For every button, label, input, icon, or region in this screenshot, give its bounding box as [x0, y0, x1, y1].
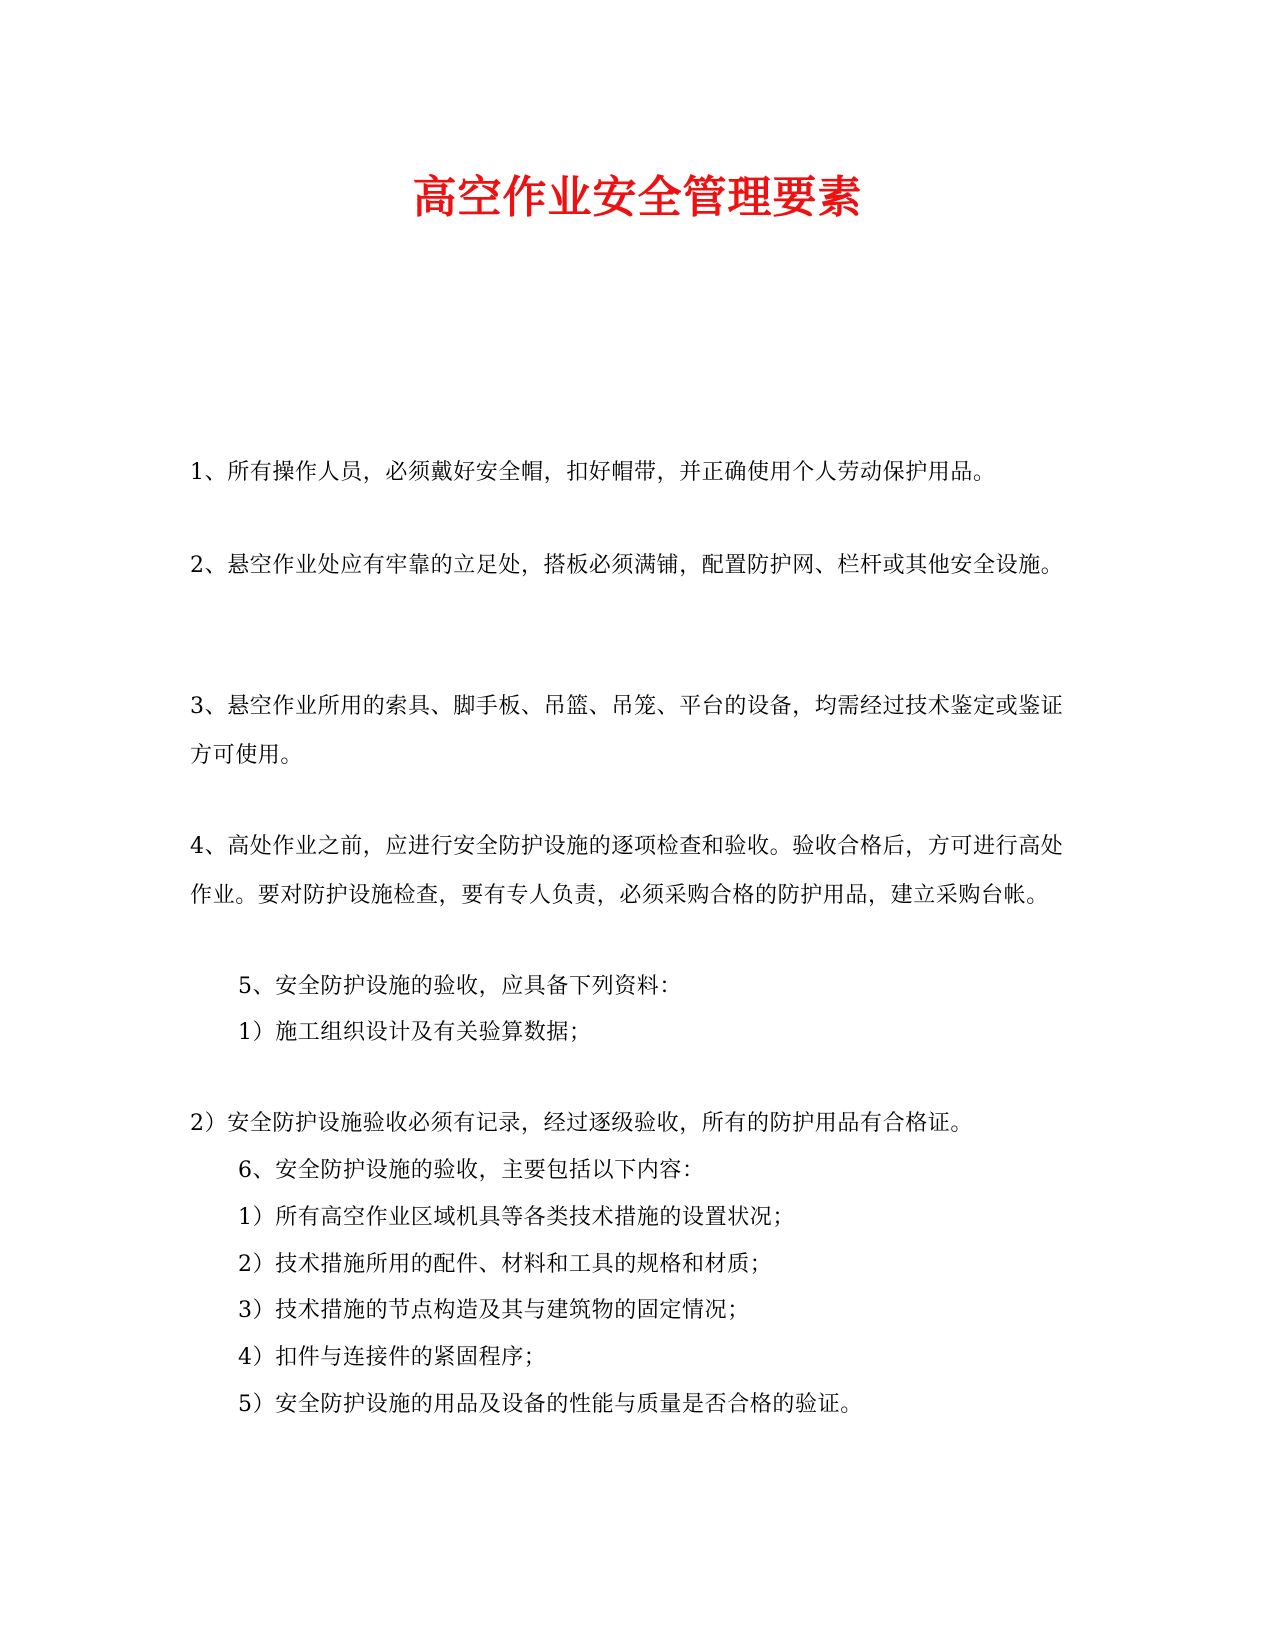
- paragraph-1: [190, 448, 1070, 497]
- paragraph-text: 5）安全防护设施的用品及设备的性能与质量是否合格的验证。: [238, 1392, 863, 1417]
- paragraph-2: [190, 541, 1070, 590]
- paragraph-6-4: [190, 1333, 1118, 1382]
- paragraph-6-1: [190, 1193, 1118, 1242]
- paragraph-text: 4、高处作业之前，应进行安全防护设施的逐项检查和验收。验收合格后，方可进行高处作业。要对防护设施检查，要有专人负责，必须采购合格的防护用品，建立采购台帐。: [190, 834, 1064, 908]
- paragraph-text: 2、悬空作业处应有牢靠的立足处，搭板必须满铺，配置防护网、栏杆或其他安全设施。: [190, 553, 1064, 578]
- paragraph-text: 1）施工组织设计及有关验算数据；: [238, 1020, 592, 1045]
- paragraph-text: 3）技术措施的节点构造及其与建筑物的固定情况；: [238, 1298, 750, 1323]
- paragraph-text: 1）所有高空作业区域机具等各类技术措施的设置状况；: [238, 1205, 795, 1230]
- paragraph-6-2: [190, 1240, 1118, 1289]
- paragraph-4: [190, 822, 1070, 920]
- paragraph-5-1: [190, 1008, 1118, 1057]
- page-title: 高空作业安全管理要素: [412, 172, 863, 223]
- paragraph-text: 1、所有操作人员，必须戴好安全帽，扣好帽带，并正确使用个人劳动保护用品。: [190, 460, 996, 485]
- paragraph-text: 6、安全防护设施的验收，主要包括以下内容：: [238, 1158, 705, 1183]
- paragraph-6-5: [190, 1380, 1118, 1429]
- paragraph-text: 2）技术措施所用的配件、材料和工具的规格和材质；: [238, 1252, 773, 1277]
- paragraph-text: 3、悬空作业所用的索具、脚手板、吊篮、吊笼、平台的设备，均需经过技术鉴定或鉴证方可使用。: [190, 694, 1064, 768]
- paragraph-5: [190, 962, 1118, 1011]
- paragraph-text: 4）扣件与连接件的紧固程序；: [238, 1345, 547, 1370]
- paragraph-text: 2）安全防护设施验收必须有记录，经过逐级验收，所有的防护用品有合格证。: [190, 1111, 973, 1136]
- paragraph-3: [190, 682, 1070, 780]
- paragraph-5-2: [190, 1099, 1070, 1148]
- paragraph-6-3: [190, 1286, 1118, 1335]
- paragraph-6: [190, 1146, 1118, 1195]
- paragraph-text: 5、安全防护设施的验收，应具备下列资料：: [238, 974, 682, 999]
